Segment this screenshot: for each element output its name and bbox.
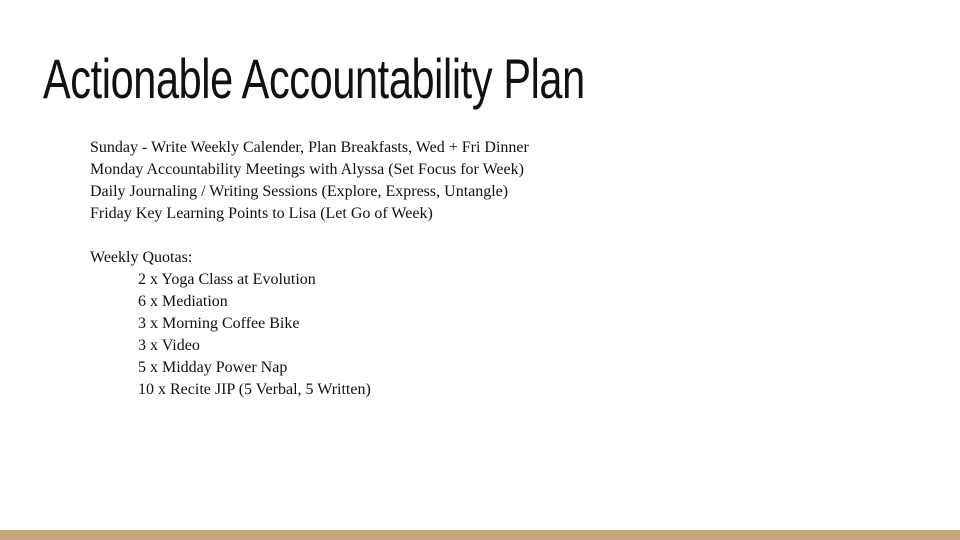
schedule-item: Friday Key Learning Points to Lisa (Let Go of Week)	[90, 205, 433, 222]
quota-item: 3 x Morning Coffee Bike	[138, 315, 300, 332]
quotas-heading: Weekly Quotas:	[90, 249, 193, 266]
footer-accent-bar	[0, 530, 960, 540]
quota-item: 10 x Recite JIP (5 Verbal, 5 Written)	[138, 381, 371, 398]
spacer	[90, 225, 529, 247]
quota-item: 6 x Mediation	[138, 293, 228, 310]
slide-body	[90, 137, 529, 401]
quota-item: 2 x Yoga Class at Evolution	[138, 271, 316, 288]
schedule-item: Daily Journaling / Writing Sessions (Explore, Express, Untangle)	[90, 183, 509, 200]
schedule-item: Monday Accountability Meetings with Alyssa (Set Focus for Week)	[90, 161, 524, 178]
slide-title: Actionable Accountability Plan	[43, 47, 585, 110]
quota-item: 5 x Midday Power Nap	[138, 359, 288, 376]
quota-item: 3 x Video	[138, 337, 200, 354]
schedule-item: Sunday - Write Weekly Calender, Plan Breakfasts, Wed + Fri Dinner	[90, 139, 529, 156]
